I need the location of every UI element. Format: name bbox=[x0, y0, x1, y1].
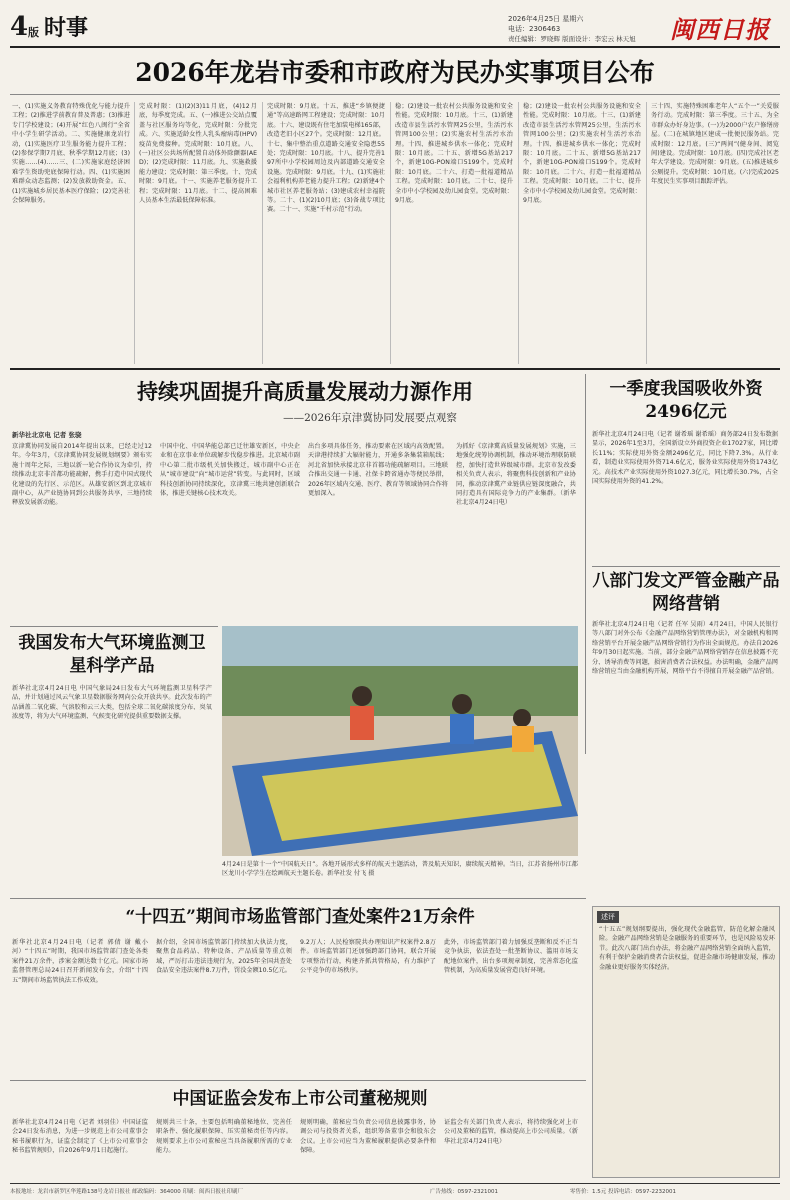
csrc-col-2: 规则共三十条，主要包括明确董秘地位、完善任职条件、强化履职保障、压实董秘责任等内容。规则要求上市公司董秘应当具备履职所需的专业能力。 bbox=[156, 1119, 292, 1155]
photo-caption: 4月24日是第十一个“中国航天日”。各地开展形式多样的航天主题活动，普及航天知识，赓续航天精神。当日，江苏省扬州市江都区龙川小学学生在绘画航天主题长卷。新华社发 付飞 摄 bbox=[222, 861, 578, 878]
mkt-col-3: 9.2万人；人民检察院共办理知识产权案件2.8万件。市场监管部门还加强跨部门协同，联合开展专项整治行动，构建齐抓共管格局，有力维护了公平竞争的市场秩序。 bbox=[300, 939, 436, 975]
csrc-col-3: 规则明确，董秘应当负责公司信息披露事务，协调公司与投资者关系，组织筹备董事会和股东会会议。上市公司应当为董秘履职提供必要条件和保障。 bbox=[300, 1119, 436, 1155]
mkt-col-4: 此外，市场监管部门着力加强反垄断和反不正当竞争执法，依法查处一批垄断协议、滥用市场支配地位案件，出台多项规章制度，完善常态化监管机制，为高质量发展营造良好环境。 bbox=[444, 939, 578, 975]
photo-illustration bbox=[222, 626, 578, 856]
lower-rule bbox=[10, 898, 586, 899]
news-photo bbox=[222, 626, 578, 856]
fdi-text: 新华社北京4月24日电（记者 谢希瑶 谢希瑶）商务部24日发布数据显示，2026年1至3月，全国新设立外商投资企业17027家，同比增长11%；实际使用外资金额2496亿元，同比下降7.3%。从行业看，制造业实际使用外资714.6亿元，服务业实际使用外资1743亿元。高技术产业实际使用外资1027.3亿元，同比增长30.7%，占全国实际使用外资的41.2%。 bbox=[592, 431, 778, 486]
box-text: “十五五”规划纲要提出，强化现代金融监管，防范化解金融风险。金融产品网络营销是金融服务的重要环节，也是风险易发环节。此次八部门出台办法，将金融产品网络营销全面纳入监管，有利于保护金融消费者合法权益，促进金融市场健康发展，推动金融业更好服务实体经济。 bbox=[599, 926, 775, 971]
mid-rule bbox=[10, 626, 218, 627]
header-rule bbox=[10, 46, 780, 48]
lower-rule-2 bbox=[10, 1080, 586, 1081]
page-unit: 版 bbox=[28, 26, 39, 39]
main-headline: 2026年龙岩市委和市政府为民办实事项目公布 bbox=[135, 58, 655, 87]
jjj-col-2: 中国中化、中国华能总部已迁往雄安新区，中央企业和在京事业单位疏解步伐稳步推进。北京城市副中心第二批市级机关加快搬迁，城市副中心正在从“城市建设”向“城市运营”转变。与此同时，区域科技创新协同持续深化，京津冀三地共建创新联合体，推进关键核心技术攻关。 bbox=[160, 443, 300, 498]
sat-headline: 我国发布大气环境监测卫星科学产品 bbox=[18, 633, 206, 676]
csrc-col-1: 新华社北京4月24日电（记者 刘羽佳）中国证监会24日发布消息，为进一步规范上市公司董事会秘书履职行为，证监会制定了《上市公司董事会秘书监管规则》，自2026年9月1日起施行。 bbox=[12, 1119, 148, 1155]
main-col-5: 稳；(2)建设一批农村公共服务设施和安全性能。完成时限：10月底。十三、(1)新建改造市县生活污水管网25公里，生活污水管网100公里；(2)实施农村生活污水治理。十四、推进城乡供水一体化；完成时限：10月底。二十五、新增5G基站217个，新建10G-PON端口5199个。完成时限：10月底。二十六、打造一批福道精品工程。完成时限：10月底。二十七、提升全市中小学校园及幼儿园食堂。完成时限：9月底。 bbox=[523, 103, 641, 205]
fdi-headline: 一季度我国吸收外资2496亿元 bbox=[609, 379, 763, 422]
jjj-col-4: 为抓好《京津冀高质量发展规划》实施，三地强化统筹协调机制，推动环境治理联防联控，加快打造世界级城市群。北京市发改委相关负责人表示，将聚焦科技创新和产业协同，推动京津冀产业链供应链深度融合，共同打造具有国际竞争力的产业集群。（新华社北京4月24日电） bbox=[456, 443, 576, 507]
paper-logo: 闽西日报 bbox=[670, 15, 770, 44]
main-col-3: 完成时限：9月底。十五、推进“乡镇便捷通”等高速路网工程建设；完成时限：10月底。十六、建设既有住宅加装电梯165部，改造老旧小区27个。完成时限：12月底。十七、集中整治重点道路交通安全隐患55处；完成时限：10月底。十八、提升完善197所中小学校园周边及内部道路交通安全设施。完成时限：9月底。十九、(1)实施社会福利机构养老能力提升工程；(2)新建4个城市社区养老服务站；(3)建成农村幸福院等。二十、(1)(2)10月底；(3)备战专项比赛。二十一、实施“千村示范”行动。 bbox=[267, 103, 385, 214]
header-date: 2026年4月25日 星期六 bbox=[508, 15, 584, 23]
col-sep bbox=[262, 102, 263, 364]
mkt-col-2: 据介绍，全国市场监管部门持续加大执法力度，聚焦食品药品、特种设备、产品质量等重点领域，严厉打击违法违规行为，2025年全国共查处食品安全违法案件8.7万件，罚没金额10.5亿元。 bbox=[156, 939, 292, 975]
jjj-byline: 新华社北京电 记者 张骁 bbox=[12, 431, 82, 439]
page-header bbox=[10, 10, 780, 46]
commentary-box bbox=[592, 906, 780, 1178]
right-rule bbox=[592, 566, 780, 567]
main-col-6: 三十四、实施特殊困难老年人“五个一”关爱服务行动。完成时限：第三季度。三十五、为全市群众办好身边事。(一)为2000户农户修缮房屋。(二)在城镇地区建成一批便民服务站。完成时限：12月底。(三)“两间”(健身间、阅览间)建设。完成时限：10月底。(四)完成社区老年大学建设。完成时限：9月底。(五)推进城乡公厕提升。完成时限：10月底。(六)完成2025年度民生实事项目跟踪评估。 bbox=[651, 103, 779, 186]
main-col-2: 完成时限：(1)(2)(3)11月底，(4)12月底，每季度完成。五、(一)推进公交站点覆盖与社区服务均等化，完成时限：分批完成。六、实施适龄女性人乳头瘤病毒(HPV)疫苗免费接种。完成时限：10月底。八、(一)社区公共场所配置自动体外除颤器(AED)；(2)完成时限：11月底。九、实施救援能力建设；完成时限：第三季度。十、完成时限：9月底。十一、实施养老服务提升工程；完成时限：11月底。十二、提高困难人员基本生活最低保障标准。 bbox=[139, 103, 257, 205]
col-sep bbox=[134, 102, 135, 364]
sat-text: 新华社北京4月24日电 中国气象局24日发布大气环境监测卫星科学产品，并计划通过风云气象卫星数据服务网向公众开放共享。此次发布的产品涵盖二氧化碳、气溶胶和云三大类，包括全球二氧化碳浓度分布、臭氧浓度等，将为大气环境监测、气候变化研究提供重要数据支撑。 bbox=[12, 685, 212, 721]
jjj-headline: 持续巩固提升高质量发展动力源作用 bbox=[137, 379, 473, 404]
footer-price: 零售价：1.5元 投诉电话：0597-2232001 bbox=[570, 1189, 676, 1195]
jjj-col-1: 京津冀协同发展自2014年提出以来，已经走过12年。今年3月，《京津冀协同发展规划纲要》颁布实施十周年之际，三地以新一轮合作协议为牵引，持续推动北京非首都功能疏解，携手打造中国式现代化建设的先行区、示范区。从雄安新区到北京城市副中心，从产业链协同到公共服务共享，三地持续释放发展新动能。 bbox=[12, 443, 152, 507]
footer-ad-phone: 广告热线：0597-2321001 bbox=[430, 1189, 498, 1195]
csrc-headline: 中国证监会发布上市公司董秘规则 bbox=[172, 1089, 428, 1109]
section-rule bbox=[10, 368, 780, 370]
mkt-col-1: 新华社北京4月24日电（记者 郭倩 谢 戴小河）“十四五”时期，我国市场监管部门查处各类案件21万余件，涉案金额达数十亿元。国家市场监督管理总局24日召开新闻发布会，介绍“十四五”期间市场监管执法工作成效。 bbox=[12, 939, 148, 984]
jjj-subhead: ——2026年京津冀协同发展要点观察 bbox=[283, 412, 457, 424]
header-phone: 电话：2306463 bbox=[508, 25, 561, 33]
mkt-headline: “十四五”期间市场监管部门查处案件21万余件 bbox=[125, 907, 475, 927]
col-sep bbox=[518, 102, 519, 364]
box-tag: 述评 bbox=[597, 911, 619, 923]
fin-text: 新华社北京4月24日电（记者 任军 吴雨）4月24日，中国人民银行等八部门对外公布《金融产品网络营销管理办法》，对金融机构和网络营销平台开展金融产品网络营销行为作出全面规范。办法自2026年9月30日起实施。当前，部分金融产品网络营销存在信息披露不充分、诱导消费等问题，损害消费者合法权益。办法明确，金融产品网络营销应当由金融机构开展，网络平台不得擅自开展金融产品营销。 bbox=[592, 621, 778, 676]
headline-rule bbox=[10, 94, 780, 95]
footer-address: 本报地址：龙岩市新罗区华莲路138号龙岩日报社 邮政编码：364000 印刷：闽西日报社印刷厂 bbox=[10, 1189, 243, 1195]
right-column-sep bbox=[585, 374, 586, 754]
page-number: 4 bbox=[10, 12, 29, 42]
col-sep bbox=[390, 102, 391, 364]
main-col-1: 一、(1)实施义务教育特殊优化与能力提升工程；(2)推进学前教育普及普惠；(3)推进专门学校建设；(4)开展“红色八闽行”全省中小学生研学活动。二、实施健康龙岩行动，(1)实施医疗卫生服务能力提升工程；(2)参保学期7月底、秋季学期12月底；(3)实施……(4)……三、(二)实施家庭经济困难学生资助兜底保障行动。四、(1)实施困难群众动态监测；(2)发放救助资金。五、(1)实施城乡居民基本医疗保险；(2)完善社会保障服务。 bbox=[12, 103, 130, 205]
main-col-4: 稳；(2)建设一批农村公共服务设施和安全性能。完成时限：10月底。十三、(1)新建改造市县生活污水管网25公里，生活污水管网100公里；(2)实施农村生活污水治理。十四、推进城乡供水一体化；完成时限：10月底。二十五、新增5G基站217个，新建10G-PON端口5199个。完成时限：10月底。二十六、打造一批福道精品工程。完成时限：10月底。二十七、提升全市中小学校园及幼儿园食堂。完成时限：9月底。 bbox=[395, 103, 513, 205]
header-editors: 责任编辑：罗晓辉 版面设计：李宏云 林天旭 bbox=[508, 35, 636, 43]
jjj-col-3: 出台多项具体任务，推动要素在区域内高效配置。天津港持续扩大辐射能力，开通多条集装箱航线；河北省加快承接北京非首都功能疏解项目。三地联合推出交通一卡通、社保卡跨省通办等便民举措，2026年区域内交通、医疗、教育等领域协同合作将更加深入。 bbox=[308, 443, 448, 498]
fin-headline: 八部门发文严管金融产品网络营销 bbox=[592, 571, 780, 614]
footer-rule bbox=[10, 1183, 780, 1184]
csrc-col-4: 证监会有关部门负责人表示，将持续强化对上市公司及董秘的监管，推动提高上市公司质量。（新华社北京4月24日电） bbox=[444, 1119, 578, 1145]
section-title: 时事 bbox=[44, 15, 89, 41]
col-sep bbox=[646, 102, 647, 364]
